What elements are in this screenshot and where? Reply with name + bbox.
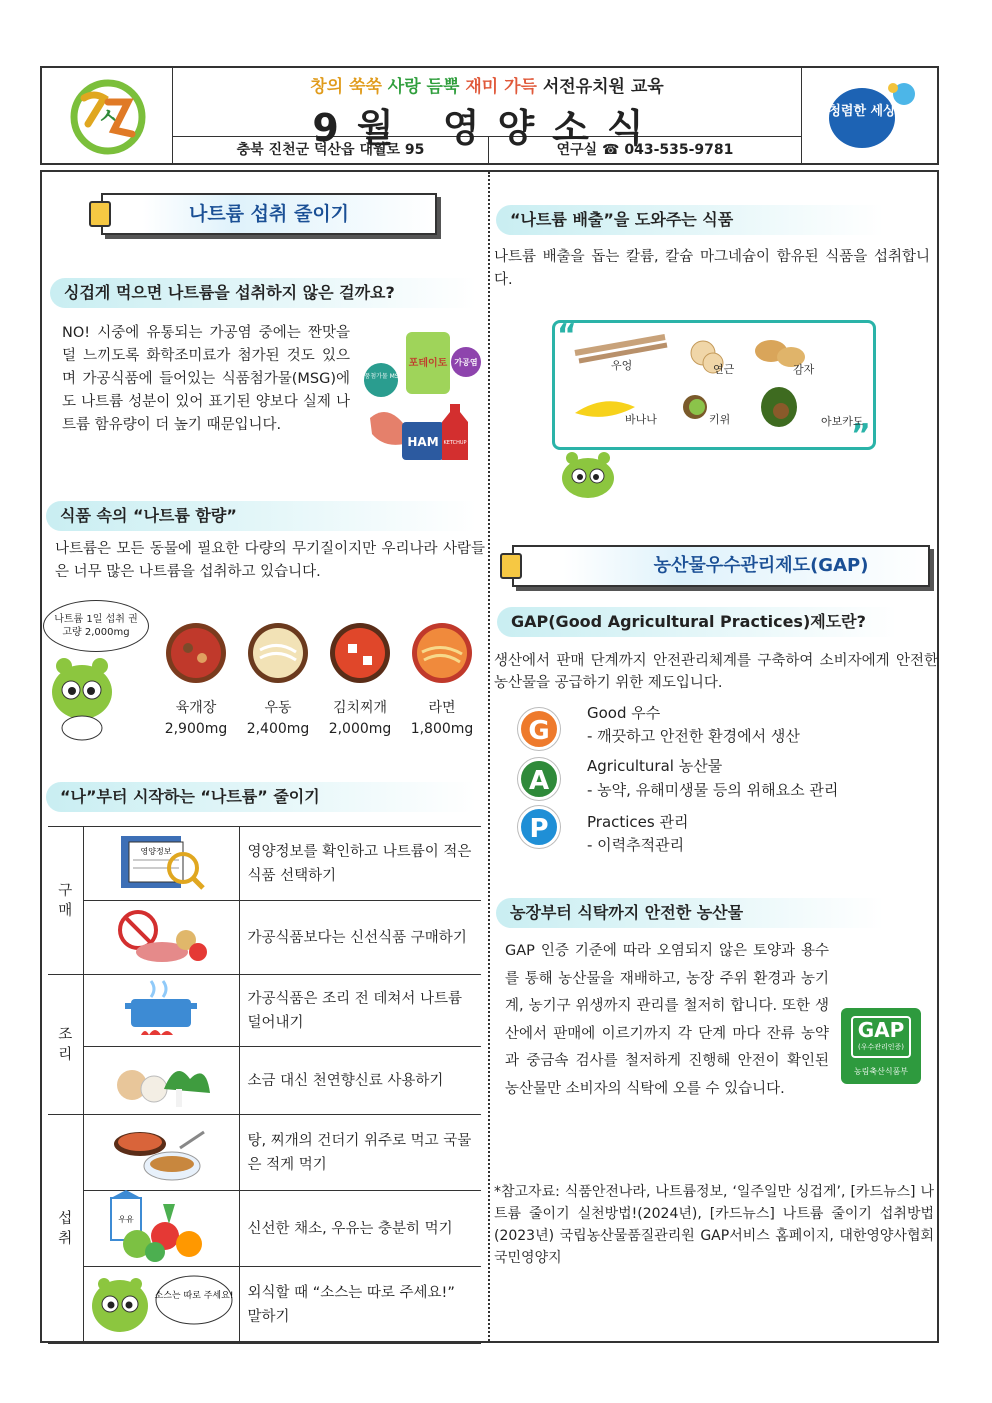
food-label: 감자: [793, 363, 815, 376]
gap-body: 생산에서 판매 단계까지 안전관리체계를 구축하여 소비자에게 안전한 농산물을 공급하기 위한 제도입니다.: [494, 653, 938, 691]
chip-bag-label: 포테이토: [408, 358, 448, 369]
table-row: [48, 1267, 481, 1344]
table-row: [48, 1047, 481, 1115]
page-title: 9월 영양소식: [312, 106, 662, 150]
excretion-body: 나트륨 배출을 돕는 칼륨, 칼슘 마그네슘이 함유된 식품을 섭취합니다.: [494, 249, 930, 288]
image-cell: [83, 1047, 239, 1115]
tab-icon: [500, 553, 522, 579]
gap-badge-sub: (우수관리인증): [857, 1043, 905, 1051]
tips-table: [48, 826, 481, 1344]
integrity-logo-text: 청렴한 세상: [828, 104, 896, 119]
vegetables-milk-icon: [103, 1194, 219, 1260]
gap-badge-org: 농림축산식품부: [853, 1067, 909, 1076]
a-letter-icon: A: [518, 758, 560, 800]
gap-item-desc: - 깨끗하고 안전한 환경에서 생산: [587, 727, 800, 745]
food-label: 아보카도: [821, 415, 864, 428]
soup-bowl-icon: [166, 620, 226, 686]
q1-body: NO! 시중에 유통되는 가공염 중에는 짠맛을 덜 느끼도록 화학조미료가 첨가된 것도 있으며 가공식품에 들어있는 식품첨가물(MSG)에도 나트륨 성분이 있어 표기된 양보다 실제 나트륨 함유량이 더 높기 때문입니다.: [62, 325, 350, 433]
food-label: 우엉: [611, 359, 633, 372]
spices-icon: [106, 1049, 216, 1109]
soup-amount: 2,900mg: [164, 721, 228, 737]
msg-label: 식품첨가물 MSG: [358, 373, 404, 380]
boiling-pot-icon: [111, 977, 211, 1041]
soup-item: [248, 620, 308, 692]
gap-badge-title: GAP: [857, 1018, 905, 1042]
slogan-part: 사랑 듬뿍: [387, 77, 466, 97]
fresh-food-icon: [106, 904, 216, 968]
food-label: 키위: [709, 413, 731, 426]
sauce-bubble-text: 소스는 따로 주세요!: [154, 1291, 234, 1301]
image-cell: [83, 1115, 239, 1191]
soup-amount: 1,800mg: [410, 721, 474, 737]
heading-q3: “나”부터 시작하는 “나트륨” 줄이기: [46, 782, 476, 812]
section-title-sodium: [101, 193, 437, 235]
table-row: [48, 975, 481, 1047]
tip-text: 가공식품은 조리 전 데쳐서 나트륨 덜어내기: [239, 975, 481, 1047]
address: 충북 진천군 덕산읍 대월로 95: [173, 137, 489, 163]
excretion-food-board: [552, 318, 876, 453]
header: [40, 66, 939, 165]
integrity-logo: [801, 68, 937, 163]
processed-foods-illustration: [358, 326, 482, 466]
nutrition-label-icon: [111, 830, 211, 894]
image-cell: [83, 901, 239, 975]
soup-amount: 2,400mg: [246, 721, 310, 737]
soup-name: 우동: [264, 700, 292, 716]
soup-item: [166, 620, 226, 692]
tip-text: 가공식품보다는 신선식품 구매하기: [239, 901, 481, 975]
category-cell: 구 매: [48, 827, 83, 975]
milk-label: 우유: [118, 1214, 134, 1224]
image-cell: [83, 975, 239, 1047]
references: *참고자료: 식품안전나라, 나트륨정보, ‘일주일만 싱겁게’, [카드뉴스] 나트륨 줄이기 실천방법!(2024년), [카드뉴스] 나트륨 줄이기 섭취방법(2023년) 국립농산물품질관리원 GAP서비스 홈페이지, 대한영양사협회 국민영양지: [494, 1184, 934, 1266]
contact: 연구실 ☎ 043-535-9781: [556, 142, 734, 158]
mascot-icon: [50, 654, 116, 740]
image-cell: [83, 1267, 239, 1344]
stew-bowl-icon: [330, 620, 390, 686]
q2-body: 나트륨은 모든 동물에 필요한 다량의 무기질이지만 우리나라 사람들은 너무 많은 나트륨을 섭취하고 있습니다.: [55, 541, 485, 580]
svg-text:”: ”: [851, 418, 871, 453]
gap-item-title: Practices 관리: [587, 813, 689, 831]
table-row: [48, 1115, 481, 1191]
heading-q1: 싱겁게 먹으면 나트륨을 섭취하지 않은 걸까요?: [50, 278, 476, 308]
tip-text: 영양정보를 확인하고 나트륨이 적은 식품 선택하기: [239, 827, 481, 901]
slogan-part: 서전유치원 교육: [542, 77, 664, 97]
food-label: 바나나: [625, 413, 657, 426]
heading-gap: GAP(Good Agricultural Practices)제도란?: [497, 607, 897, 637]
stew-pot-icon: [106, 1118, 216, 1184]
soup-name: 라면: [428, 700, 456, 716]
mascot-icon: [560, 448, 620, 500]
school-logo: [42, 68, 173, 163]
farm-body: GAP 인증 기준에 따라 오염되지 않은 토양과 용수를 통해 농산물을 재배하고, 농장 주위 환경과 농기계, 농기구 위생까지 관리를 철저히 합니다. 또한 생산에서 판매에 이르기까지 각 단계 마다 잔류 농약과 중금속 검사를 철저하게 진행해 안전이 확인된 농산물만 소비자의 식탁에 오를 수 있습니다.: [505, 943, 829, 1097]
image-cell: [83, 1191, 239, 1267]
soup-name: 육개장: [175, 700, 217, 716]
gap-item-desc: - 이력추적관리: [587, 836, 685, 854]
ramen-bowl-icon: [412, 620, 472, 686]
table-row: [48, 827, 481, 901]
food-label: 연근: [713, 363, 735, 376]
gap-badge: [841, 1008, 921, 1084]
image-cell: [83, 827, 239, 901]
svg-text:“: “: [557, 318, 577, 353]
table-row: [48, 1191, 481, 1267]
udon-bowl-icon: [248, 620, 308, 686]
category-cell: 섭 취: [48, 1115, 83, 1344]
processed-salt-label: 가공염: [454, 358, 478, 367]
soup-item: [412, 620, 472, 692]
soup-item: [330, 620, 390, 692]
slogan-part: 재미 가득: [465, 77, 543, 97]
soup-amount: 2,000mg: [328, 721, 392, 737]
tip-text: 외식할 때 “소스는 따로 주세요!” 말하기: [239, 1267, 481, 1344]
heading-farm: 농장부터 식탁까지 안전한 농산물: [496, 898, 884, 928]
p-letter-icon: P: [518, 806, 560, 848]
gap-item-title: Good 우수: [587, 704, 661, 722]
gap-item-title: Agricultural 농산물: [587, 757, 723, 775]
slogan-part: 창의 쑥쑥: [310, 77, 388, 97]
tip-text: 소금 대신 천연향신료 사용하기: [239, 1047, 481, 1115]
intake-bubble: 나트륨 1일 섭취 권고량 2,000mg: [43, 600, 149, 652]
section-title-text: 나트륨 섭취 줄이기: [188, 203, 350, 225]
section-title-text: 농산물우수관리제도(GAP): [653, 555, 869, 576]
tip-text: 탕, 찌개의 건더기 위주로 먹고 국물은 적게 먹기: [239, 1115, 481, 1191]
logo-letter: ㅅ: [97, 105, 119, 130]
soup-name: 김치찌개: [332, 700, 388, 716]
slogan: [173, 72, 801, 97]
section-title-gap: [512, 545, 930, 587]
tip-text: 신선한 채소, 우유는 충분히 먹기: [239, 1191, 481, 1267]
ketchup-label: KETCHUP: [443, 440, 467, 446]
heading-q2: 식품 속의 “나트륨 함량”: [46, 501, 476, 531]
heading-excretion: “나트륨 배출”을 도와주는 식품: [496, 205, 884, 235]
table-row: [48, 901, 481, 975]
gap-item-desc: - 농약, 유해미생물 등의 위해요소 관리: [587, 781, 839, 799]
ham-label: HAM: [407, 435, 439, 449]
tab-icon: [89, 201, 111, 227]
nutrition-label-text: 영양정보: [140, 846, 172, 856]
category-cell: 조 리: [48, 975, 83, 1115]
mascot-sauce-icon: [86, 1268, 236, 1338]
g-letter-icon: G: [518, 708, 560, 750]
column-divider: [488, 172, 490, 1341]
gap-badge-box: [851, 1016, 911, 1058]
